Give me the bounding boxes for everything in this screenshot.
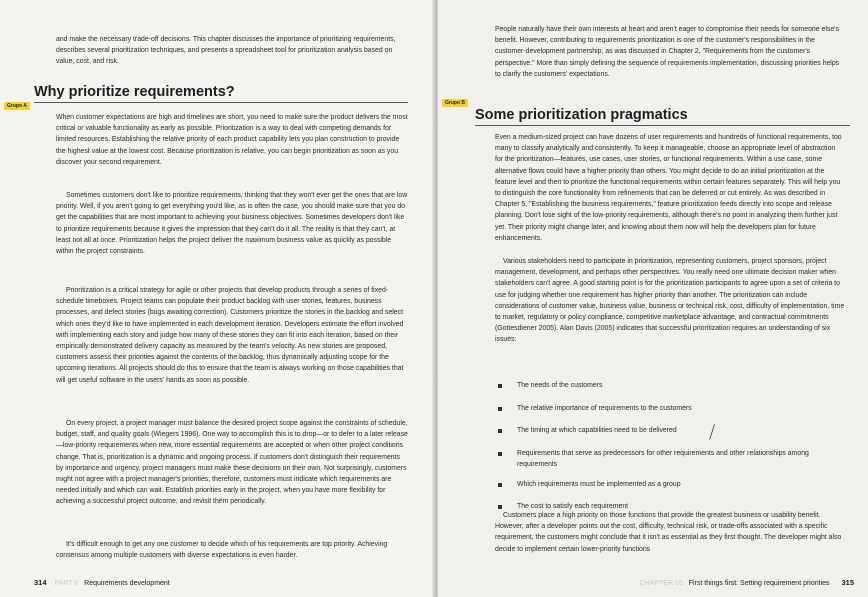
left-page-number: 314 [34, 578, 47, 587]
right-page-number: 315 [841, 578, 854, 587]
left-paragraph-3: Prioritization is a critical strategy for agile or other projects that develop products through a series of fixed-schedule timeboxes. Project teams can populate their product backlog with user stories, features, business processes, and defect stories (bugs awaiting correction). Customers prioritize the stories in the backlog and select which ones they'd like to have implemented in each development iteration. Developers estimate the effort involved with implementing each story and judge how many of these stories they can fit into each iteration, based on their empirically demonstrated delivery capacity as measured by the team's velocity. As new stories are proposed, customers assess their priorities against the contents of the backlog, thus dynamically adjusting scope for the upcoming iterations. All projects should do this to ensure that the team is always working on those capabilities that will get useful software in the users' hands as soon as possible. [56, 287, 404, 384]
left-footer-title: Requirements development [84, 580, 170, 587]
section-heading-pragmatics: Some prioritization pragmatics [475, 107, 688, 123]
right-paragraph-3: Customers place a high priority on those functions that provide the greatest business or usability benefit. However, after a developer points out the cost, difficulty, technical risk, or trade-offs associated with a specific requirement, the customers might conclude that it isn't as essential as they first thought. The developer might also decide to implement certain lower-priority functions [495, 512, 842, 553]
left-paragraph-1: When customer expectations are high and timelines are short, you need to make sure the product delivers the most critical or valuable functionality as early as possible. Prioritization is a way to deal with competing demands for limited resources. Establishing the relative priority of each product capability lets you plan construction to provide the highest value at the lowest cost. Because prioritization is relative, you can begin prioritization as soon as you discover your second requirement. [56, 114, 408, 166]
list-item: Which requirements must be implemented as a group [495, 479, 845, 490]
heading-rule [34, 102, 408, 103]
list-item: Requirements that serve as predecessors for other requirements and other relationships among requirements [495, 448, 845, 470]
group-a-tag: Grupo A [4, 102, 30, 110]
issues-list [495, 380, 845, 524]
section-heading-why-prioritize: Why prioritize requirements? [34, 84, 235, 100]
list-item: The timing at which capabilities need to be delivered [495, 425, 845, 436]
bullet-icon [498, 483, 502, 487]
right-footer [640, 578, 854, 587]
left-paragraph-5: It's difficult enough to get any one customer to decide which of his requirements are top priority. Achieving consensus among multiple customers with diverse expectations is even harder. [56, 541, 388, 560]
right-paragraph-1: Even a medium-sized project can have dozens of user requirements and hundreds of functional requirements, too many to classify analytically and consistently. To keep it manageable, choose an appropriate level of abstraction for the prioritization—features, use cases, user stories, or functional requirements. Within a use case, some alternative flows could have a higher priority than others. You might decide to do an initial prioritization at the feature level and then to prioritize the functional requirements within certain features separately. This will help you to distinguish the core functionality from refinements that can be deferred or cut entirely. As was described in Chapter 5, "Establishing the business requirements," feature prioritization feeds directly into scope and release planning. Don't lose sight of the low-priority requirements, although there's no point in analyzing them further just yet. Their priority might change later, and knowing about them now will help the developers plan for future enhancements. [495, 134, 842, 242]
bullet-icon [498, 407, 502, 411]
left-part-label: PART II [54, 580, 79, 587]
list-item: The cost to satisfy each requirement [495, 501, 845, 512]
right-paragraph-2: Various stakeholders need to participate in prioritization, representing customers, project sponsors, project management, development, and perhaps other perspectives. You really need one ultimate decision maker when stakeholders can't agree. A good starting point is for the prioritization participants to agree upon a set of criteria to use for judging whether one requirement has higher priority than another. The prioritization can include considerations of customer value, business value, business or technical risk, cost, difficulty of implementation, time to market, regulatory or policy compliance, competitive marketplace advantage, and contractual commitments (Gottesdiener 2005). Alan Davis (2005) indicates that successful prioritization requires an understanding of six issues: [495, 258, 845, 344]
bullet-icon [498, 505, 502, 509]
left-footer [34, 578, 170, 587]
group-b-tag: Grupo B [442, 99, 468, 107]
left-intro-paragraph: and make the necessary trade-off decisions. This chapter discusses the importance of prioritizing requirements, describes several prioritization techniques, and presents a spreadsheet tool for prioritization analysis based on value, cost, and risk. [56, 36, 396, 66]
pen-mark-icon: ╱ [706, 426, 717, 440]
right-page [438, 0, 868, 597]
bullet-icon [498, 429, 502, 433]
bullet-icon [498, 452, 502, 456]
list-item: The relative importance of requirements to the customers [495, 403, 845, 414]
right-intro-paragraph: People naturally have their own interests at heart and aren't eager to compromise their needs for someone else's benefit. However, contributing to requirements prioritization is one of the customer's responsibilities in the customer-development partnership, as was discussed in Chapter 2, "Requirements from the customer's perspective." More than simply defining the sequence of requirements implementation, discussing priorities helps to clarify the customers' expectations. [495, 26, 840, 78]
list-item: The needs of the customers [495, 380, 845, 391]
heading-rule-right [475, 125, 850, 126]
left-paragraph-2: Sometimes customers don't like to prioritize requirements, thinking that they won't ever get the ones that are low priority. Well, if you aren't going to get everything you'd like, as is often the case, you should make sure that you do get the capabilities that are most important to achieving your business objectives. Sometimes developers don't like to prioritize requirements because it gives the impression that they can't do it all. The reality is that they can't, at least not all at once. Prioritization helps the project deliver the maximum business value as quickly as possible within the project constraints. [56, 192, 408, 256]
right-chapter-label: CHAPTER 16 [639, 580, 683, 587]
left-paragraph-4: On every project, a project manager must balance the desired project scope against the constraints of schedule, budget, staff, and quality goals (Wiegers 1996). One way to accomplish this is to drop—or to defer to a later release—low-priority requirements when new, more essential requirements are accepted or when other project conditions change. That is, prioritization is a dynamic and ongoing process. If customers don't distinguish their requirements by importance and urgency, project managers must make these decisions on their own. Not surprisingly, customers might not agree with a project manager's priorities; therefore, customers must indicate which requirements are needed initially and which can wait. Establish priorities early in the project, when you have more flexibility for achieving a successful project outcome, and revisit them periodically. [56, 420, 408, 506]
right-footer-title: First things first: Setting requirement priorities [688, 580, 830, 587]
bullet-icon [498, 384, 502, 388]
